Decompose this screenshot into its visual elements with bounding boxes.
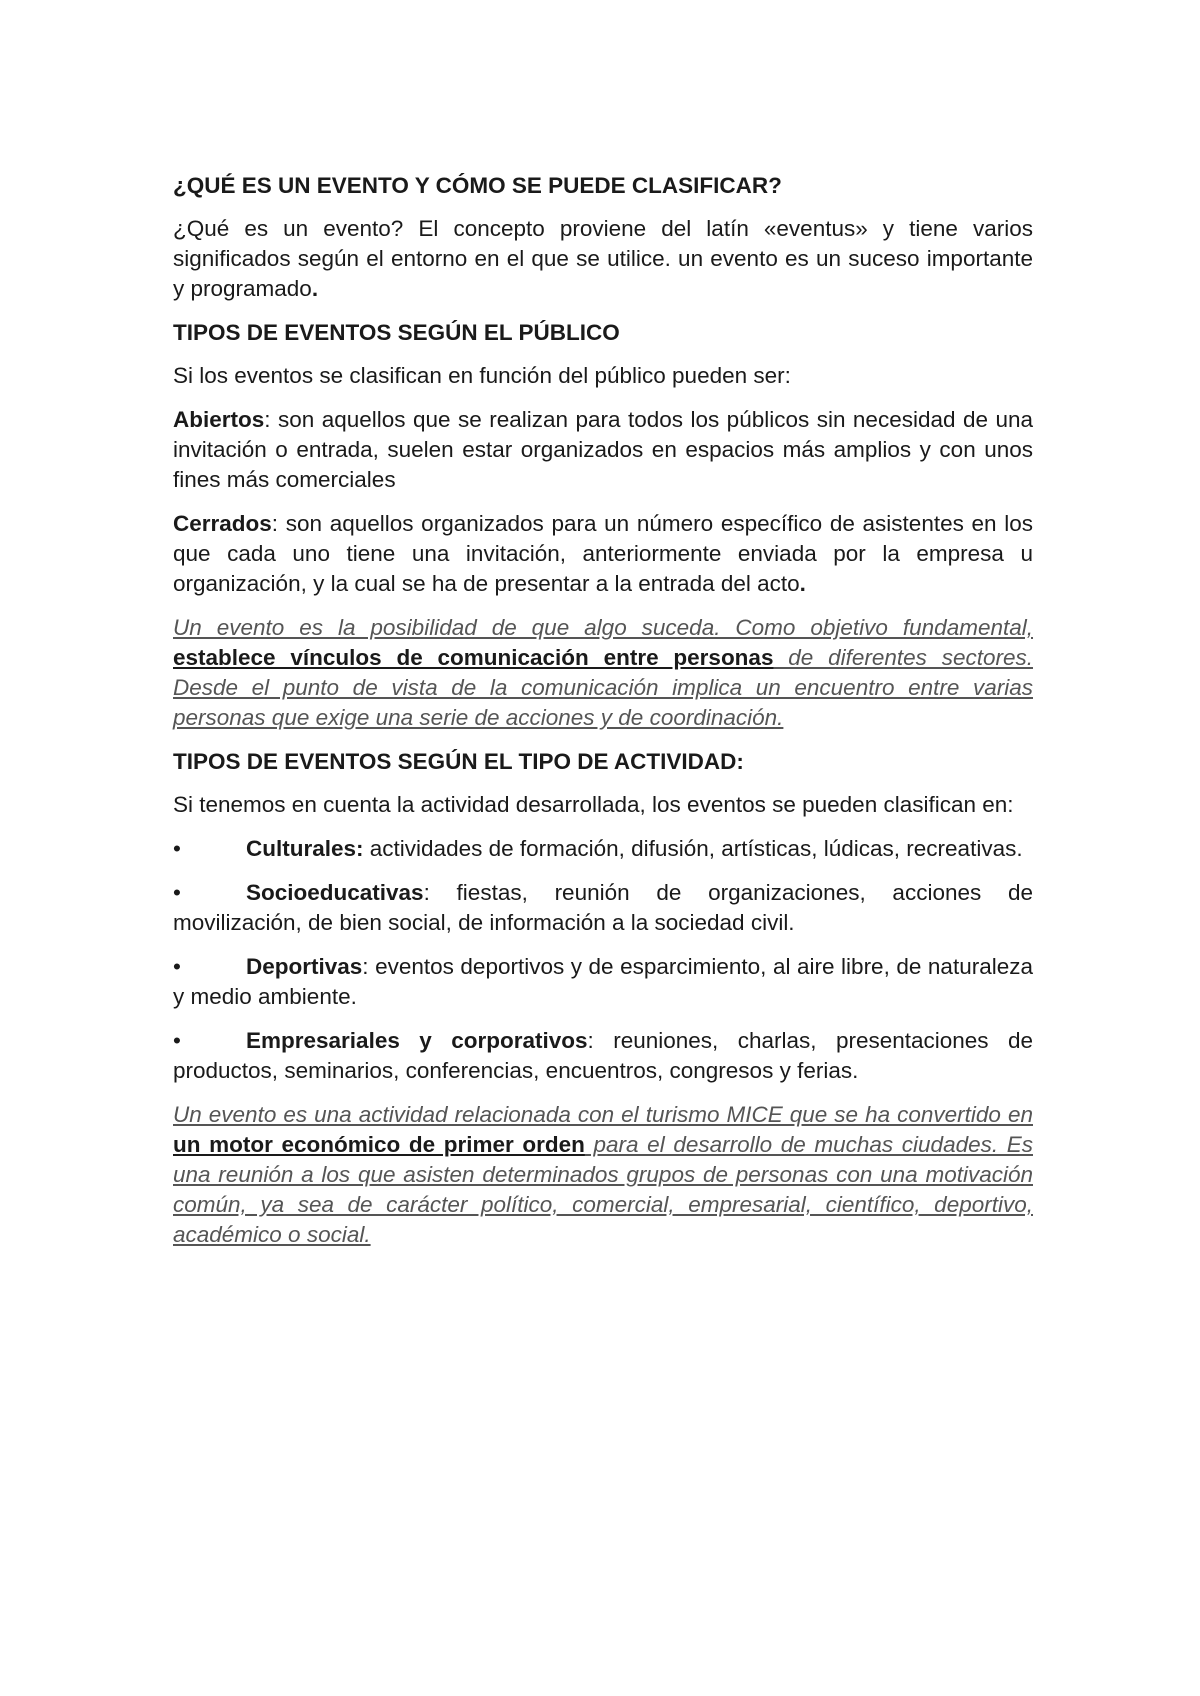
bullet-marker: • xyxy=(173,1028,181,1053)
item-text: : fiestas, reunión de organizaciones, acciones de movilización, de bien social, de información a la sociedad civil. xyxy=(173,880,1033,935)
closed-events-paragraph xyxy=(173,509,1033,599)
quote2-start: Un evento es una actividad relacionada con el turismo MICE que se ha convertido en xyxy=(173,1102,1033,1127)
item-term: Culturales: xyxy=(246,836,364,861)
open-term: Abiertos xyxy=(173,407,265,432)
closed-text: : son aquellos organizados para un número específico de asistentes en los que cada uno tiene una invitación, anteriormente enviada por la empresa u organización, y la cual se ha de presentar a la entrada del acto xyxy=(173,511,1033,596)
bullet-marker: • xyxy=(173,880,181,905)
item-term: Socioeducativas xyxy=(246,880,424,905)
quote2-end: para el desarrollo de muchas ciudades. Es una reunión a los que asisten determinados grupos de personas con una motivación común, ya sea de carácter político, comercial, empresarial, científico, deportivo, académico o social. xyxy=(173,1132,1033,1247)
list-item-deportivas xyxy=(173,952,1033,1012)
activity-types-heading: TIPOS DE EVENTOS SEGÚN EL TIPO DE ACTIVIDAD: xyxy=(173,749,744,774)
item-text: actividades de formación, difusión, artísticas, lúdicas, recreativas. xyxy=(363,836,1023,861)
quote1-bold: establece vínculos de comunicación entre personas xyxy=(173,645,774,670)
item-text: : eventos deportivos y de esparcimiento, al aire libre, de naturaleza y medio ambiente. xyxy=(173,954,1033,1009)
event-quote-1 xyxy=(173,613,1033,733)
main-heading: ¿QUÉ ES UN EVENTO Y CÓMO SE PUEDE CLASIFICAR? xyxy=(173,173,782,198)
bullet-marker: • xyxy=(173,954,181,979)
item-text: : reuniones, charlas, presentaciones de productos, seminarios, conferencias, encuentros, congresos y ferias. xyxy=(173,1028,1033,1083)
list-item-culturales xyxy=(173,834,1033,864)
closed-term: Cerrados xyxy=(173,511,272,536)
document-page xyxy=(173,171,1033,1264)
open-text: : son aquellos que se realizan para todos los públicos sin necesidad de una invitación o entrada, suelen estar organizados en espacios más amplios y con unos fines más comerciales xyxy=(173,407,1033,492)
event-quote-2 xyxy=(173,1100,1033,1250)
public-intro: Si los eventos se clasifican en función del público pueden ser: xyxy=(173,363,791,388)
quote1-start: Un evento es la posibilidad de que algo suceda. Como objetivo fundamental, xyxy=(173,615,1033,640)
list-item-empresariales xyxy=(173,1026,1033,1086)
quote1-end: de diferentes sectores. Desde el punto de vista de la comunicación implica un encuentro entre varias personas que exige una serie de acciones y de coordinación. xyxy=(173,645,1033,730)
definition-period: . xyxy=(311,276,319,301)
bullet-marker: • xyxy=(173,836,181,861)
quote2-bold: un motor económico de primer orden xyxy=(173,1132,585,1157)
closed-period: . xyxy=(799,571,806,596)
definition-paragraph xyxy=(173,214,1033,304)
item-term: Deportivas xyxy=(246,954,363,979)
list-item-socioeducativas xyxy=(173,878,1033,938)
activity-intro: Si tenemos en cuenta la actividad desarrollada, los eventos se pueden clasifican en: xyxy=(173,792,1014,817)
definition-text: ¿Qué es un evento? El concepto proviene del latín «eventus» y tiene varios significados según el entorno en el que se utilice. un evento es un suceso importante y programado xyxy=(173,216,1033,301)
item-term: Empresariales y corporativos xyxy=(246,1028,588,1053)
public-types-heading: TIPOS DE EVENTOS SEGÚN EL PÚBLICO xyxy=(173,320,620,345)
open-events-paragraph xyxy=(173,405,1033,495)
